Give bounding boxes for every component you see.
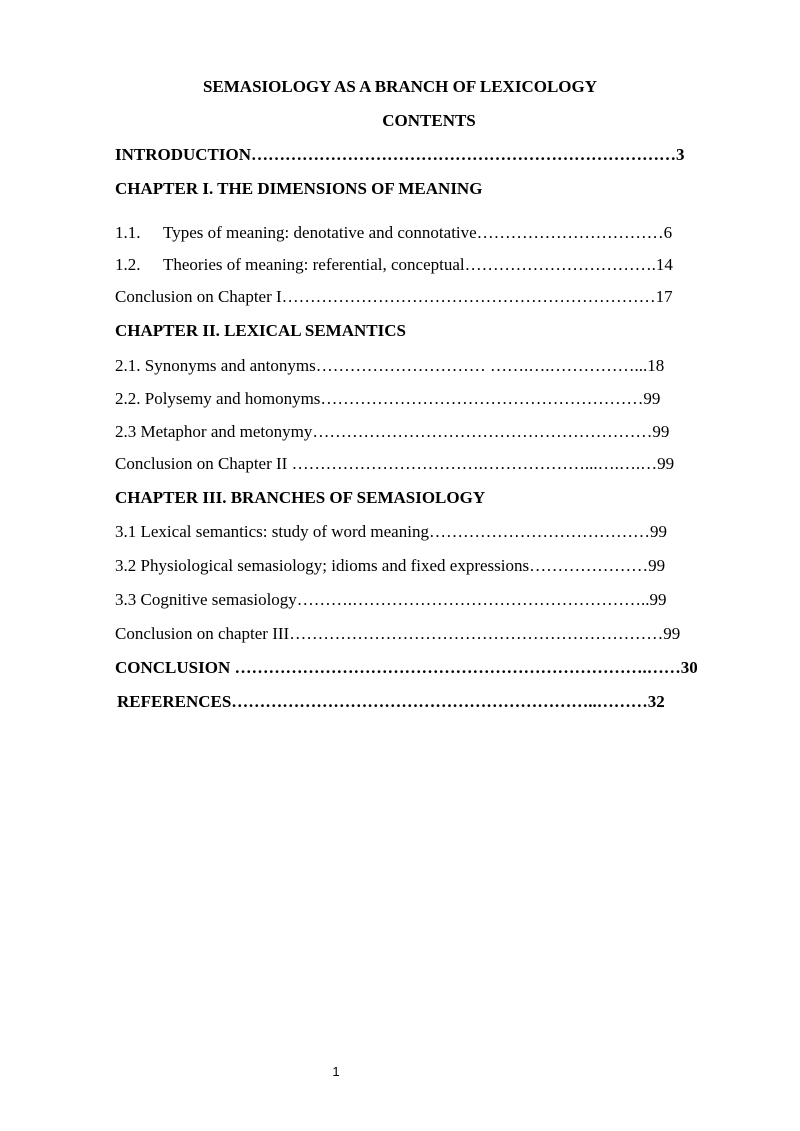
toc-entry-2-3: 2.3 Metaphor and metonymy……………………………………………………99 <box>115 422 670 441</box>
toc-entry-conclusion: CONCLUSION ……………………………………………………………….……30 <box>115 658 698 677</box>
toc-chapter-2-heading: CHAPTER II. LEXICAL SEMANTICS <box>115 321 406 340</box>
toc-entry-3-3: 3.3 Cognitive semasiology……….……………………………………………..99 <box>115 590 667 609</box>
toc-entry-conclusion-chapter-2: Conclusion on Chapter II …………………………….………………...….….…99 <box>115 454 675 473</box>
toc-entry-text: Theories of meaning: referential, conceptual…………………………….14 <box>163 255 673 274</box>
toc-entry-3-2: 3.2 Physiological semasiology; idioms and fixed expressions…………………99 <box>115 556 666 575</box>
toc-entry-number: 1.2. <box>115 255 141 274</box>
toc-entry-2-2: 2.2. Polysemy and homonyms…………………………………………………99 <box>115 389 661 408</box>
toc-chapter-1-heading: CHAPTER I. THE DIMENSIONS OF MEANING <box>115 179 483 198</box>
toc-entry-conclusion-chapter-1: Conclusion on Chapter I…………………………………………………………17 <box>115 287 673 306</box>
contents-heading: CONTENTS <box>382 111 476 130</box>
toc-entry-1-1 <box>115 222 672 244</box>
toc-entry-conclusion-chapter-3: Conclusion on chapter III…………………………………………………………99 <box>115 624 681 643</box>
toc-entry-references: REFERENCES………………………………………………………..………32 <box>117 692 665 711</box>
toc-chapter-3-heading: CHAPTER III. BRANCHES OF SEMASIOLOGY <box>115 488 486 507</box>
toc-entry-2-1: 2.1. Synonyms and antonyms………………………… …….….……………...18 <box>115 356 665 375</box>
toc-entry-1-2 <box>115 254 673 276</box>
document-title: SEMASIOLOGY AS A BRANCH OF LEXICOLOGY <box>202 77 598 96</box>
toc-entry-text: Types of meaning: denotative and connotative……………………………6 <box>163 223 673 242</box>
toc-entry-3-1: 3.1 Lexical semantics: study of word meaning…………………………………99 <box>115 522 667 541</box>
toc-entry-number: 1.1. <box>115 223 141 242</box>
toc-entry-introduction: INTRODUCTION…………………………………………………………………3 <box>115 145 685 164</box>
page-number: 1 <box>332 1064 340 1079</box>
